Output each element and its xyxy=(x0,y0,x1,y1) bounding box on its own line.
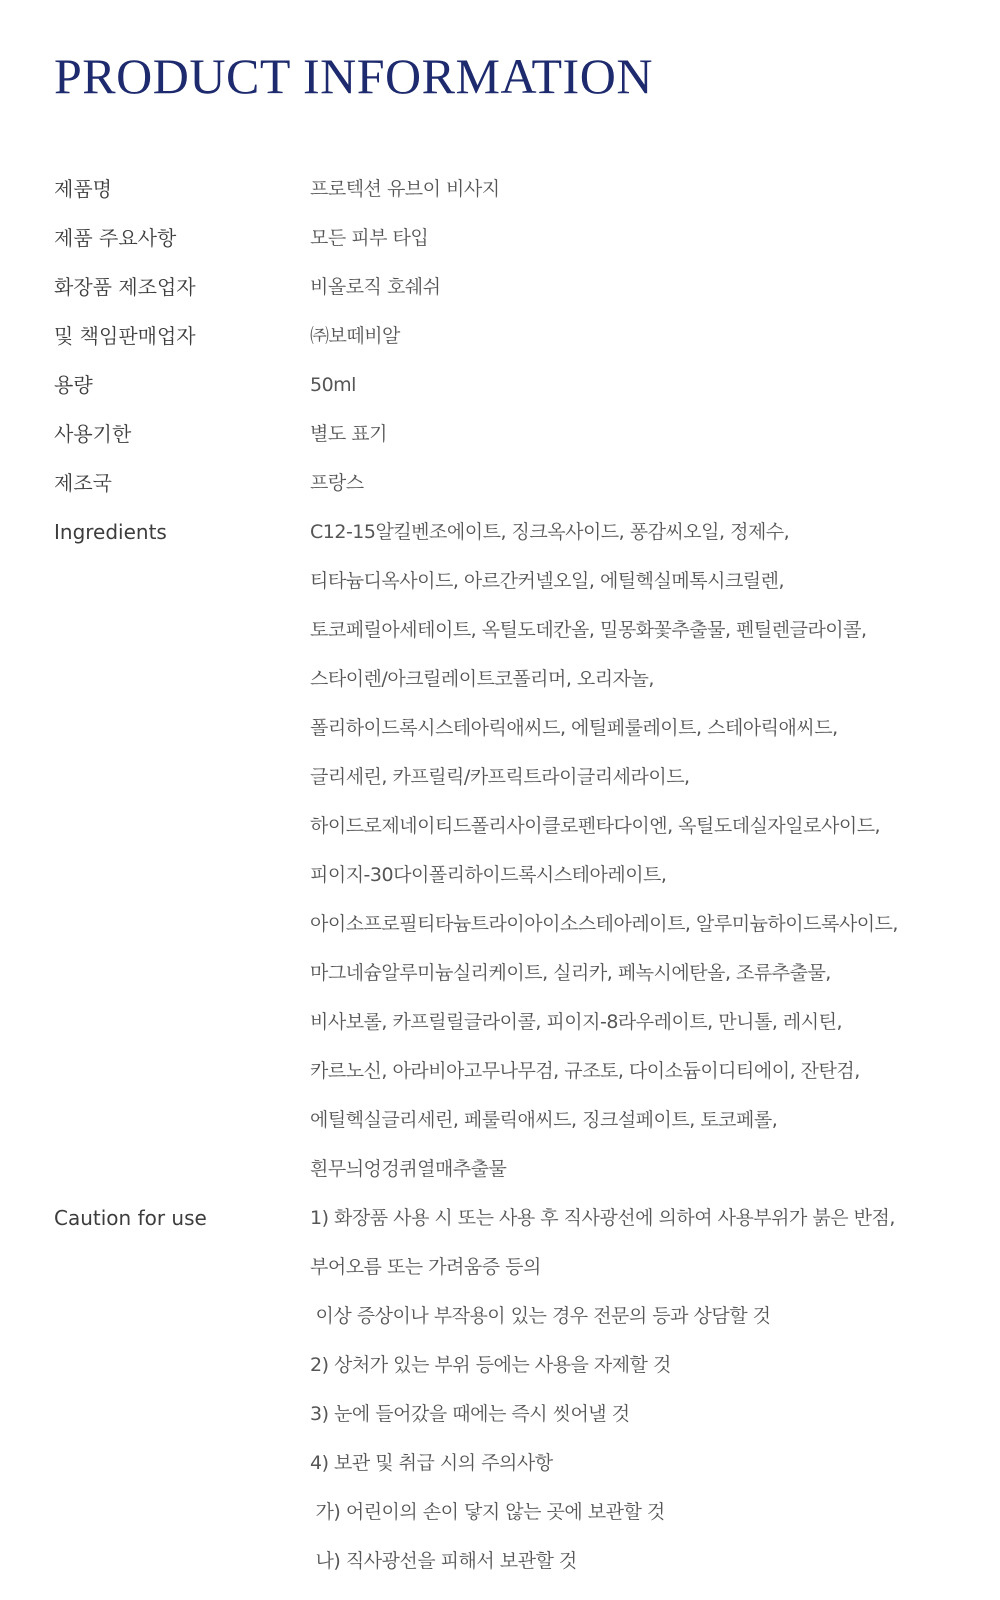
info-values xyxy=(310,1194,974,1586)
info-value-line: 나) 직사광선을 피해서 보관할 것 xyxy=(310,1550,577,1572)
info-label: Ingredients xyxy=(54,520,167,544)
info-label: 사용기한 xyxy=(54,422,132,446)
info-value-line: 카르노신, 아라비아고무나무검, 규조토, 다이소듐이디티에이, 잔탄검, xyxy=(310,1060,860,1082)
info-value-line: 글리세린, 카프릴릭/카프릭트라이글리세라이드, xyxy=(310,766,690,788)
info-value-line: 피이지-30다이폴리하이드록시스테아레이트, xyxy=(310,864,667,886)
info-values xyxy=(310,214,974,263)
info-value-line: 에틸헥실글리세린, 페룰릭애씨드, 징크설페이트, 토코페롤, xyxy=(310,1109,778,1131)
info-value-line: 스타이렌/아크릴레이트코폴리머, 오리자놀, xyxy=(310,668,654,690)
info-row xyxy=(54,508,974,1194)
info-label: Caution for use xyxy=(54,1206,207,1230)
info-row xyxy=(54,312,974,361)
info-value-line: 마그네슘알루미늄실리케이트, 실리카, 페녹시에탄올, 조류추출물, xyxy=(310,962,831,984)
product-info-table xyxy=(54,165,974,1586)
info-label: 화장품 제조업자 xyxy=(54,275,196,299)
info-value-line: 비사보롤, 카프릴릴글라이콜, 피이지-8라우레이트, 만니톨, 레시틴, xyxy=(310,1011,843,1033)
info-label: 제품명 xyxy=(54,177,112,201)
info-value-line: 하이드로제네이티드폴리사이클로펜타다이엔, 옥틸도데실자일로사이드, xyxy=(310,815,881,837)
info-value-line: 50ml xyxy=(310,374,356,396)
info-value-line: 3) 눈에 들어갔을 때에는 즉시 씻어낼 것 xyxy=(310,1403,630,1425)
info-label: 제조국 xyxy=(54,471,112,495)
info-row xyxy=(54,1194,974,1586)
page-title: PRODUCT INFORMATION xyxy=(54,48,653,104)
info-values xyxy=(310,165,974,214)
info-row xyxy=(54,214,974,263)
info-row xyxy=(54,459,974,508)
info-values xyxy=(310,361,974,410)
info-label: 용량 xyxy=(54,373,93,397)
info-values xyxy=(310,263,974,312)
info-value-line: C12-15알킬벤조에이트, 징크옥사이드, 퐁감씨오일, 정제수, xyxy=(310,521,790,543)
info-row xyxy=(54,410,974,459)
info-value-line: 가) 어린이의 손이 닿지 않는 곳에 보관할 것 xyxy=(310,1501,665,1523)
info-value-line: 프로텍션 유브이 비사지 xyxy=(310,178,500,200)
info-value-line: 1) 화장품 사용 시 또는 사용 후 직사광선에 의하여 사용부위가 붉은 반점, xyxy=(310,1207,895,1229)
info-value-line: 비올로직 호쉐쉬 xyxy=(310,276,441,298)
info-value-line: 프랑스 xyxy=(310,472,364,494)
info-values xyxy=(310,459,974,508)
info-value-line: ㈜보떼비알 xyxy=(310,325,400,347)
info-value-line: 모든 피부 타입 xyxy=(310,227,429,249)
info-value-line: 이상 증상이나 부작용이 있는 경우 전문의 등과 상담할 것 xyxy=(310,1305,771,1327)
info-values xyxy=(310,410,974,459)
info-value-line: 폴리하이드록시스테아릭애씨드, 에틸페룰레이트, 스테아릭애씨드, xyxy=(310,717,838,739)
info-value-line: 흰무늬엉겅퀴열매추출물 xyxy=(310,1158,507,1180)
info-values xyxy=(310,508,974,1194)
info-value-line: 별도 표기 xyxy=(310,423,387,445)
info-value-line: 아이소프로필티타늄트라이아이소스테아레이트, 알루미늄하이드록사이드, xyxy=(310,913,898,935)
info-value-line: 티타늄디옥사이드, 아르간커넬오일, 에틸헥실메톡시크릴렌, xyxy=(310,570,785,592)
info-values xyxy=(310,312,974,361)
info-label: 제품 주요사항 xyxy=(54,226,177,250)
info-value-line: 토코페릴아세테이트, 옥틸도데칸올, 밀몽화꽃추출물, 펜틸렌글라이콜, xyxy=(310,619,867,641)
info-value-line: 2) 상처가 있는 부위 등에는 사용을 자제할 것 xyxy=(310,1354,671,1376)
info-row xyxy=(54,263,974,312)
info-row xyxy=(54,361,974,410)
info-value-line: 4) 보관 및 취급 시의 주의사항 xyxy=(310,1452,553,1474)
info-label: 및 책임판매업자 xyxy=(54,324,196,348)
info-value-line: 부어오름 또는 가려움증 등의 xyxy=(310,1256,541,1278)
info-row xyxy=(54,165,974,214)
